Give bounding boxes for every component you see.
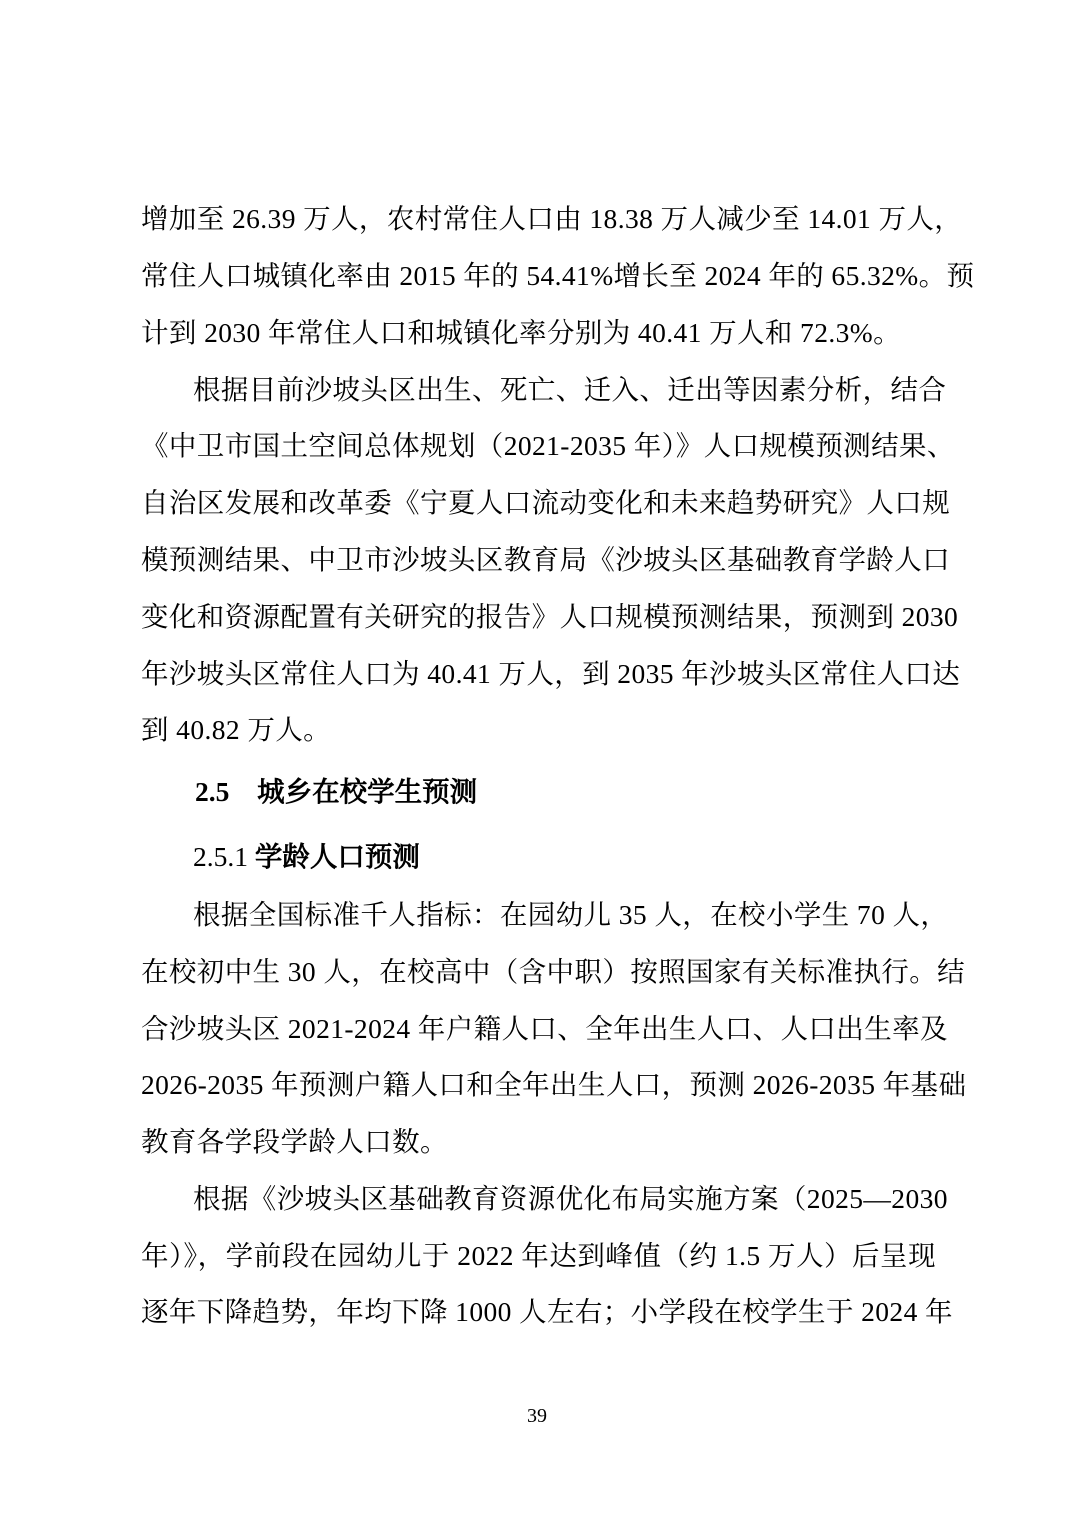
subsection-heading [193,839,420,875]
paragraph-line: 合沙坡头区 2021-2024 年户籍人口、全年出生人口、人口出生率及 [141,1013,948,1044]
paragraph-line: 教育各学段学龄人口数。 [141,1126,448,1157]
paragraph-line: 根据目前沙坡头区出生、死亡、迁入、迁出等因素分析，结合 [193,374,947,405]
paragraph-line: 根据全国标准千人指标：在园幼儿 35 人，在校小学生 70 人， [193,899,949,930]
paragraph-line: 年沙坡头区常住人口为 40.41 万人，到 2035 年沙坡头区常住人口达 [141,658,961,689]
paragraph-line: 常住人口城镇化率由 2015 年的 54.41%增长至 2024 年的 65.32%。预 [141,260,975,291]
paragraph-line: 增加至 26.39 万人，农村常住人口由 18.38 万人减少至 14.01 万人， [141,203,963,234]
section-number: 2.5 [195,776,230,807]
paragraph-line: 根据《沙坡头区基础教育资源优化布局实施方案（2025—2030 [193,1183,948,1214]
page-number: 39 [527,1405,547,1427]
paragraph-line: 到 40.82 万人。 [141,714,332,745]
paragraph-line: 2026-2035 年预测户籍人口和全年出生人口，预测 2026-2035 年基础 [141,1069,967,1100]
section-heading [195,774,477,810]
paragraph-line: 变化和资源配置有关研究的报告》人口规模预测结果，预测到 2030 [141,601,959,632]
subsection-number: 2.5.1 [193,841,248,872]
section-title: 城乡在校学生预测 [257,776,478,807]
paragraph-line: 逐年下降趋势，年均下降 1000 人左右；小学段在校学生于 2024 年 [141,1296,953,1327]
subsection-title: 学龄人口预测 [254,841,420,872]
paragraph-line: 《中卫市国土空间总体规划（2021-2035 年）》人口规模预测结果、 [141,430,955,461]
paragraph-line: 模预测结果、中卫市沙坡头区教育局《沙坡头区基础教育学龄人口 [141,544,951,575]
paragraph-line: 自治区发展和改革委《宁夏人口流动变化和未来趋势研究》人口规 [141,487,951,518]
paragraph-line: 在校初中生 30 人，在校高中（含中职）按照国家有关标准执行。结 [141,956,966,987]
paragraph-line: 年）》，学前段在园幼儿于 2022 年达到峰值（约 1.5 万人）后呈现 [141,1240,936,1271]
paragraph-line: 计到 2030 年常住人口和城镇化率分别为 40.41 万人和 72.3%。 [141,317,901,348]
